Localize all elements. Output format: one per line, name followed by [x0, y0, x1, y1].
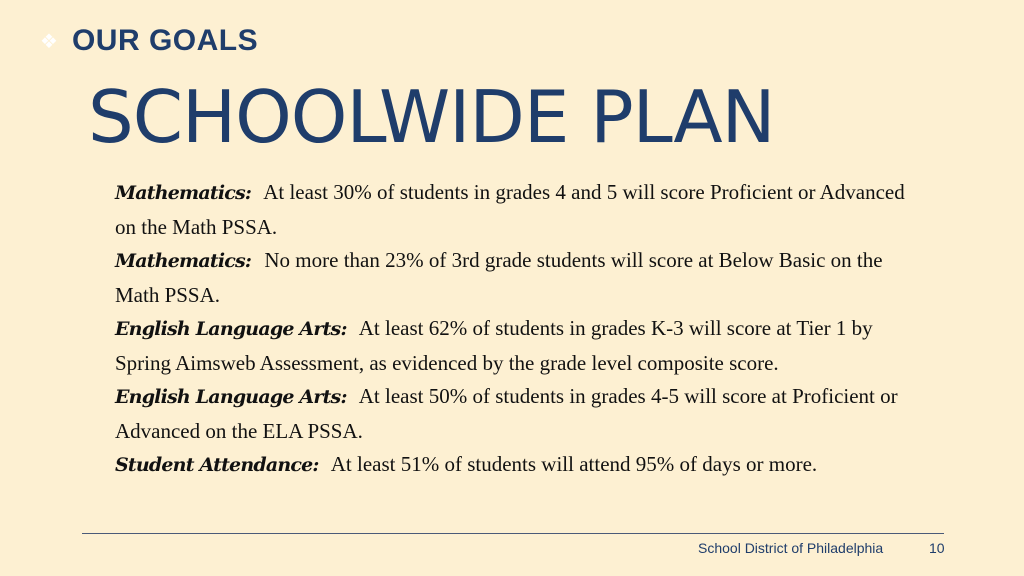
goal-text: At least 62% of students in grades K-3 will score at Tier 1 by Spring Aimsweb Assessment, as evidenced by the grade level composite score. — [115, 316, 873, 375]
goal-text: At least 30% of students in grades 4 and 5 will score Proficient or Advanced on the Math PSSA. — [115, 180, 905, 239]
goal-item — [115, 176, 915, 244]
goal-label: English Language Arts: — [115, 386, 347, 408]
goal-label: English Language Arts: — [115, 318, 347, 340]
slide-title: SCHOOLWIDE PLAN — [88, 75, 775, 159]
goal-text: No more than 23% of 3rd grade students will score at Below Basic on the Math PSSA. — [115, 248, 883, 307]
goal-item — [115, 448, 915, 483]
goal-item — [115, 312, 915, 380]
goal-item — [115, 244, 915, 312]
goal-item — [115, 380, 915, 448]
footer-organization: School District of Philadelphia — [698, 540, 884, 556]
section-header — [40, 24, 258, 58]
footer-divider — [82, 533, 944, 534]
page-number: 10 — [929, 540, 945, 556]
goal-text: At least 51% of students will attend 95% of days or more. — [330, 452, 818, 476]
goal-text: At least 50% of students in grades 4-5 will score at Proficient or Advanced on the ELA PSSA. — [115, 384, 898, 443]
goal-label: Student Attendance: — [115, 454, 319, 476]
diamond-bullet-icon: ❖ — [40, 29, 58, 53]
goals-list — [115, 176, 915, 483]
goal-label: Mathematics: — [115, 250, 252, 272]
goal-label: Mathematics: — [115, 182, 252, 204]
section-label: OUR GOALS — [71, 24, 259, 57]
